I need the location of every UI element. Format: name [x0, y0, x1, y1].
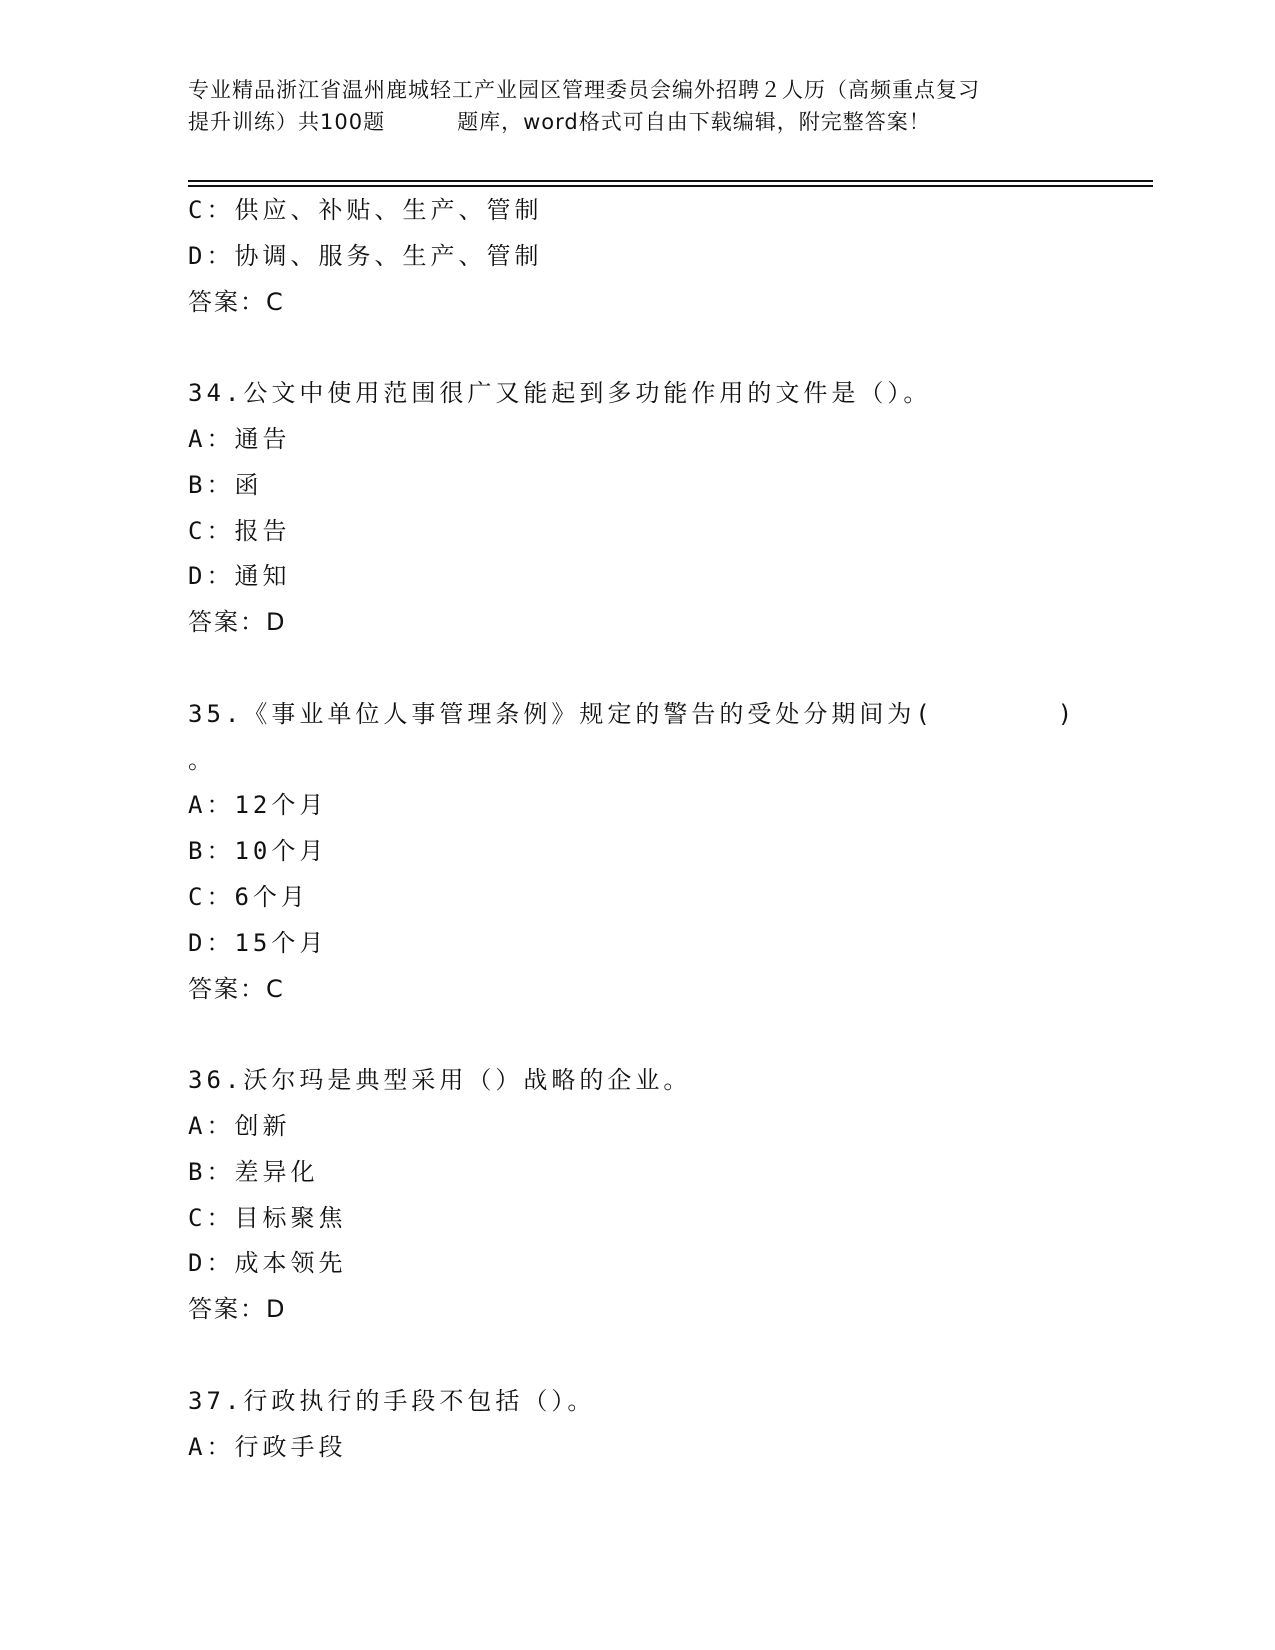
option-label: A： [188, 1111, 235, 1140]
answer-line: 答案：D [188, 608, 287, 637]
option-text: 6个月 [234, 882, 309, 911]
option-label: D： [188, 928, 235, 957]
question-stem: 37.行政执行的手段不包括（）。 [188, 1386, 596, 1415]
option-d [188, 234, 1088, 280]
option-text: 10个月 [234, 837, 328, 866]
question-stem-left: 35.《事业单位人事管理条例》规定的警告的受处分期间为( [188, 699, 934, 728]
option-label: D： [188, 562, 235, 591]
header-divider-top [188, 180, 1153, 182]
option-text: 协调、服务、生产、管制 [234, 241, 543, 270]
option-text: 15个月 [234, 928, 328, 957]
option-c [188, 1196, 1088, 1242]
option-label: C： [188, 516, 235, 545]
option-a [188, 783, 1088, 829]
option-text: 通告 [234, 424, 291, 453]
option-label: B： [188, 837, 235, 866]
option-d [188, 554, 1088, 600]
option-label: A： [188, 1432, 235, 1461]
option-label: D： [188, 241, 235, 270]
header-line-2 [188, 106, 1088, 138]
option-b [188, 829, 1088, 875]
option-d [188, 921, 1088, 967]
header-divider-bottom [188, 185, 1153, 187]
answer-line: 答案：C [188, 287, 285, 316]
option-c [188, 875, 1088, 921]
option-text: 12个月 [234, 791, 328, 820]
option-label: B： [188, 470, 235, 499]
option-text: 成本领先 [234, 1249, 347, 1278]
option-a [188, 1425, 1088, 1471]
option-b [188, 463, 1088, 509]
option-text: 目标聚焦 [234, 1203, 347, 1232]
option-c [188, 188, 1088, 234]
question-stem: 34.公文中使用范围很广又能起到多功能作用的文件是（）。 [188, 379, 932, 408]
question-stem [188, 692, 1088, 738]
option-text: 通知 [234, 562, 291, 591]
question-stem-right: ) [1057, 699, 1077, 728]
question-stem: 36.沃尔玛是典型采用（）战略的企业。 [188, 1066, 692, 1095]
option-text: 行政手段 [234, 1432, 347, 1461]
answer-line: 答案：D [188, 1295, 287, 1324]
option-a [188, 1104, 1088, 1150]
option-text: 供应、补贴、生产、管制 [234, 196, 543, 224]
option-c [188, 509, 1088, 555]
option-label: C： [188, 1203, 235, 1232]
question-stem-tail: 。 [188, 745, 212, 774]
option-b [188, 1150, 1088, 1196]
option-label: A： [188, 424, 235, 453]
option-label: C： [188, 196, 235, 224]
option-a [188, 417, 1088, 463]
document-header [188, 74, 1088, 138]
option-text: 函 [234, 470, 263, 499]
option-label: D： [188, 1249, 235, 1278]
header-line-2-right: 题库，word格式可自由下载编辑，附完整答案！ [457, 110, 931, 134]
option-d [188, 1241, 1088, 1287]
answer-line: 答案：C [188, 974, 285, 1003]
header-line-1: 专业精品浙江省温州鹿城轻工产业园区管理委员会编外招聘２人历（高频重点复习 [188, 78, 980, 102]
question-list [188, 188, 1088, 1470]
option-label: A： [188, 791, 235, 820]
option-label: B： [188, 1157, 235, 1186]
option-text: 差异化 [234, 1157, 319, 1186]
option-text: 报告 [234, 516, 291, 545]
option-label: C： [188, 882, 235, 911]
header-line-2-left: 提升训练）共100题 [188, 110, 386, 134]
option-text: 创新 [234, 1111, 291, 1140]
